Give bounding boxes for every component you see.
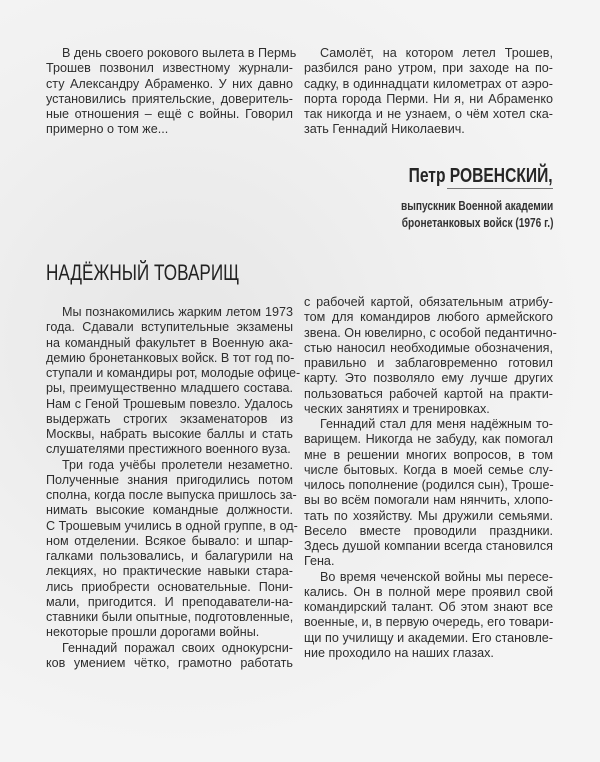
- text-line: военные, и, в первую очередь, его товари-: [304, 615, 554, 630]
- text-line: Москвы, набрать высокие баллы и стать: [46, 427, 293, 441]
- text-line: С Трошевым учились в одной группе, в од-: [46, 518, 298, 533]
- text-line: некоторые прошли дорогами войны.: [46, 625, 260, 640]
- text-line: Самолёт, на котором летел Трошев,: [320, 46, 553, 60]
- text-line: тать по хозяйству. Мы дружили семьями.: [304, 508, 553, 523]
- signature-divider: [447, 188, 553, 189]
- article-heading-text: НАДЁЖНЫЙ ТОВАРИЩ: [46, 260, 240, 285]
- text-line: правильно и заблаговременно готовил: [304, 356, 553, 370]
- author-credential-text-1: выпускник Военной академии: [400, 198, 553, 213]
- text-line: Весело вместе проводили праздники.: [304, 523, 553, 538]
- author-name: [368, 165, 553, 188]
- author-credential-text-2: бронетанковых войск (1976 г.): [401, 215, 553, 230]
- text-line: порта города Перми. Ни я, ни Абраменко: [304, 91, 553, 106]
- text-line: числе бытовых. Когда в моей семье слу-: [304, 462, 553, 477]
- text-line: Во время чеченской войны мы пересе-: [320, 569, 553, 584]
- text-line: Геннадий стал для меня надёжным то-: [320, 417, 553, 431]
- text-line: ном отделении. Всякое бывало: и шпар-: [46, 533, 293, 548]
- text-line: ние проходило на наших глазах.: [304, 645, 494, 660]
- article-left-column: [46, 305, 301, 671]
- text-line: на командный факультет в Военную ака-: [46, 335, 293, 350]
- text-line: Трошев позвонил известному журнали-: [46, 61, 293, 76]
- text-line: слушателями престижного военного вуза.: [46, 442, 291, 457]
- text-line: демию бронетанковых войск. В тот год по-: [46, 350, 295, 365]
- text-line: звена. Он ювелирно, с особой педантично-: [304, 325, 557, 340]
- author-credential-line-2: [359, 215, 554, 230]
- text-line: Полученные знания пригодились потом: [46, 472, 293, 487]
- text-line: ческих занятиях и тренировках.: [304, 401, 490, 416]
- text-line: щи по училищу и академии. Его становле-: [304, 630, 553, 645]
- text-line: Здесь душой компании всегда становился: [304, 539, 553, 553]
- text-line: командирский талант. Об этом знают все: [304, 600, 553, 614]
- text-line: зать Геннадий Николаевич.: [304, 122, 465, 137]
- text-line: сполна, когда после выпуска пришлось за-: [46, 488, 297, 502]
- article-right-column: [304, 295, 557, 661]
- text-line: Нам с Геной Трошевым повезло. Удалось: [46, 396, 293, 411]
- text-line: Гена.: [304, 554, 335, 569]
- text-line: ступали и командиры рот, молодые офице-: [46, 366, 301, 380]
- intro-left-column: [46, 46, 297, 138]
- text-line: мали, пригодится. И преподаватели-на-: [46, 594, 293, 609]
- text-line: вы во всём помогали нам нянчить, хлопо-: [304, 493, 553, 508]
- author-credential-line-1: [358, 198, 553, 213]
- text-line: года. Сдавали вступительные экзамены: [46, 320, 293, 335]
- text-line: установились приятельские, доверитель-: [46, 91, 293, 106]
- text-line: разбился рано утром, при заходе на по-: [304, 61, 553, 76]
- intro-right-column: [304, 46, 553, 138]
- text-line: варищем. Никогда не забуду, как помогал: [304, 432, 553, 447]
- text-line: В день своего рокового вылета в Пермь: [62, 46, 297, 60]
- text-line: так никогда и не узнаем, о чём хотел ска-: [304, 107, 553, 121]
- text-line: ставники были опытные, подготовленные,: [46, 610, 294, 624]
- text-line: садку, в одиннадцати километрах от аэро-: [304, 76, 553, 91]
- author-name-text: Петр РОВЕНСКИЙ,: [408, 165, 553, 187]
- text-line: том для командиров любого армейского: [304, 310, 553, 325]
- text-line: лекциях, но практические навыки стара-: [46, 564, 293, 579]
- text-line: выдержать строгих экзаменаторов из: [46, 411, 293, 426]
- text-line: ков умением чётко, грамотно работать: [46, 655, 293, 670]
- text-line: Геннадий поражал своих однокурсни-: [62, 640, 293, 655]
- text-line: карту. Это позволяло ему лучше других: [304, 371, 553, 386]
- text-line: примерно о том же...: [46, 122, 169, 137]
- text-line: мне в решении многих вопросов, в том: [304, 447, 553, 462]
- article-heading: [46, 260, 294, 286]
- text-line: Мы познакомились жарким летом 1973: [62, 305, 293, 319]
- text-line: нимать высокие командные должности.: [46, 503, 293, 518]
- text-line: стью наносил необходимые обозначения,: [304, 340, 553, 355]
- text-line: ные отношения – ещё с войны. Говорил: [46, 107, 293, 121]
- text-line: Три года учёбы пролетели незаметно.: [62, 457, 293, 472]
- text-line: сту Александру Абраменко. У них давно: [46, 76, 293, 91]
- text-line: с рабочей картой, обязательным атрибу-: [304, 295, 553, 309]
- text-line: галками пользовались, и балагурили на: [46, 549, 293, 563]
- text-line: ры, преимущественно младшего состава.: [46, 381, 293, 396]
- text-line: лись приобрести основательные. Пони-: [46, 579, 293, 594]
- text-line: кались. Он в полной мере проявил свой: [304, 584, 553, 599]
- text-line: чилось пополнение (родился сын), Троше-: [304, 478, 554, 492]
- text-line: пользоваться рабочей картой на практи-: [304, 386, 553, 401]
